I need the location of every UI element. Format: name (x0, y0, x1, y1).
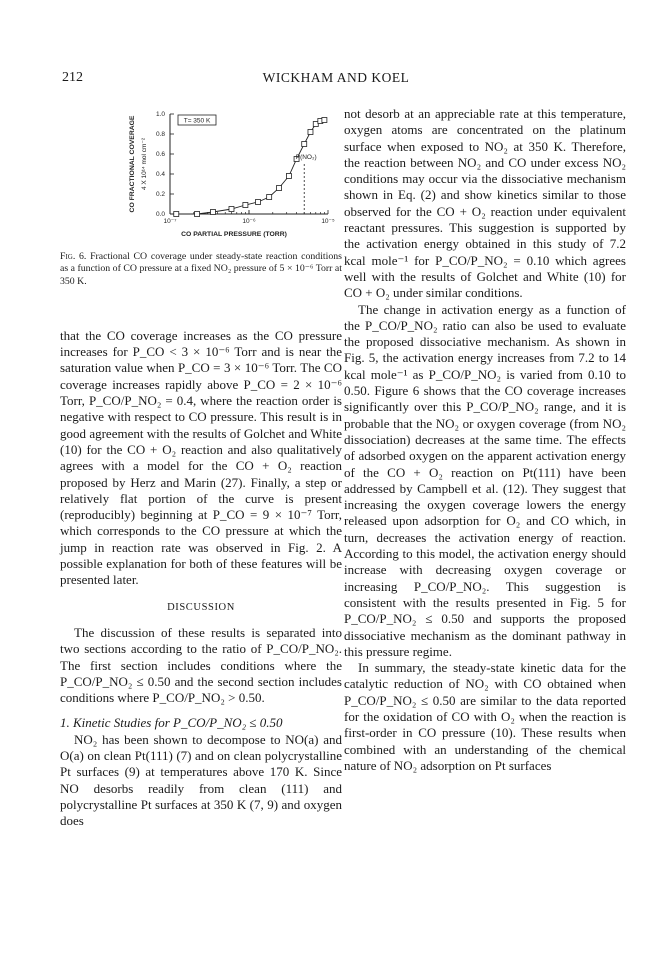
data-point (277, 186, 282, 191)
y-tick-label: 0.8 (155, 131, 165, 139)
fit-curve (176, 117, 324, 214)
data-point (302, 142, 307, 147)
data-point (195, 212, 200, 217)
data-point (308, 130, 313, 135)
x-axis-title: CO PARTIAL PRESSURE (TORR) (181, 231, 287, 238)
running-title: WICKHAM AND KOEL (262, 70, 410, 85)
pno2-annotation: P(NO₂) (295, 154, 317, 161)
left-paragraph-2: The discussion of these results is separated into two sections according to the ratio of P_CO/P_NO₂. The first section includes conditions where the P_CO/P_NO₂ ≤ 0.50 and the second section includes conditions where P_CO/P_NO₂ > 0.50. (60, 624, 342, 706)
y-tick-label: 0.4 (155, 171, 165, 179)
y-axis-title: CO FRACTIONAL COVERAGE (129, 115, 136, 213)
right-paragraph-3: In summary, the steady-state kinetic data for the catalytic reduction of NO₂ with CO obtained when P_CO/P_NO₂ ≤ 0.50 are similar to the data reported for the oxidation of CO with O₂ when the reaction is first-order in CO pressure (10). These results when combined with an understanding of the chemical nature of NO₂ adsorption on Pt surfaces (344, 660, 626, 773)
left-paragraph-3: NO₂ has been shown to decompose to NO(a) and O(a) on clean Pt(111) (7) and on clean polycrystalline Pt surfaces (9) at temperatures above 170 K. Since NO desorbs readily from clean (111) and polycrystalline Pt surfaces at 350 K (7, 9) and oxygen does (60, 731, 342, 829)
left-paragraph-1: that the CO coverage increases as the CO pressure increases for P_CO < 3 × 10⁻⁶ Torr and is near the saturation value when P_CO = 3 × 10⁻⁶ Torr. The CO coverage increases rapidly above P_CO = 2 × 10⁻⁶ Torr, P_CO/P_NO₂ = 0.4, where the reaction order is negative with respect to CO pressure. This result is in good agreement with the results of Golchet and White (10) for the CO + O₂ reaction and also qualitatively agrees with a model for the CO + O₂ reaction proposed by Herz and Marin (27). Finally, a step or relatively flat portion of the curve is present (reproducibly) beginning at P_CO = 9 × 10⁻⁷ Torr, which corresponds to the CO pressure at which the jump in reaction rate was observed in Fig. 2. A possible explanation for both of these features will be presented later. (60, 327, 342, 588)
right-column (344, 106, 626, 774)
data-point (256, 200, 261, 205)
y-tick-label: 0.0 (155, 211, 165, 219)
y-tick-label: 0.6 (155, 151, 165, 159)
data-point (174, 212, 179, 217)
x-tick-label: 10⁻⁵ (321, 218, 335, 225)
y-tick-label: 1.0 (155, 111, 165, 119)
right-paragraph-1: not desorb at an appreciable rate at this temperature, oxygen atoms are concentrated on the platinum surface when exposed to NO₂ at 350 K. Therefore, the reaction between NO₂ and CO under excess NO₂ conditions may occur via the dissociative mechanism shown in Eq. (2) and show kinetics similar to those observed for the CO + O₂ reaction under equivalent reactant pressures. This suggestion is supported by the activation energy obtained in this study of 7.2 kcal mole⁻¹ for P_CO/P_NO₂ = 0.10 which agrees well with the results of Golchet and White (10) for CO + O₂ under similar conditions. (344, 106, 626, 301)
data-point (286, 174, 291, 179)
caption-label: Fig. 6. (60, 251, 87, 262)
data-point (243, 203, 248, 208)
data-point (229, 207, 234, 212)
right-paragraph-2: The change in activation energy as a function of the P_CO/P_NO₂ ratio can also be used to evaluate the proposed dissociative mechanism. As shown in Fig. 5, the activation energy increases from 7.2 to 14 kcal mole⁻¹ as P_CO/P_NO₂ is varied from 0.10 to 0.50. Figure 6 shows that the CO coverage increases significantly over this P_CO/P_NO₂ range, and it is probable that the NO₂ or oxygen coverage (from NO₂ dissociation) decreases at the same time. The effects of adsorbed oxygen on the apparent activation energy of the CO + O₂ reaction on Pt(111) have been addressed by Campbell et al. (12). They suggest that increasing the oxygen coverage lowers the energy released upon adsorption for O₂ and CO which, in turn, decreases the activation energy of reaction. According to this model, the activation energy should increase with decreasing oxygen coverage or increasing P_CO/P_NO₂. This suggestion is consistent with the results presented in Fig. 5 for P_CO/P_NO₂ ≤ 0.50 and supports the proposed dissociative mechanism as the dominant pathway in this pressure regime. (344, 301, 626, 659)
figure-6 (60, 106, 342, 306)
inset-label: T= 350 K (183, 117, 211, 125)
caption-text: Fractional CO coverage under steady-state reaction conditions as a function of CO pressure at a fixed NO₂ pressure of 5 × 10⁻⁶ Torr at 350 K. (60, 251, 342, 287)
data-point (322, 118, 327, 123)
x-tick-label: 10⁻⁶ (242, 218, 256, 225)
subsection-heading: 1. Kinetic Studies for P_CO/P_NO₂ ≤ 0.50 (60, 715, 283, 731)
data-point (210, 210, 215, 215)
left-column (60, 106, 342, 830)
coverage-chart (60, 106, 342, 251)
page-header (0, 70, 672, 90)
y-tick-label: 0.2 (155, 191, 165, 199)
section-heading-discussion: DISCUSSION (167, 601, 235, 613)
data-point (267, 195, 272, 200)
page-number: 212 (62, 70, 83, 85)
x-tick-label: 10⁻⁷ (163, 218, 177, 225)
y-axis-subtitle: 4 X 10¹⁴ mol cm⁻² (141, 137, 148, 191)
